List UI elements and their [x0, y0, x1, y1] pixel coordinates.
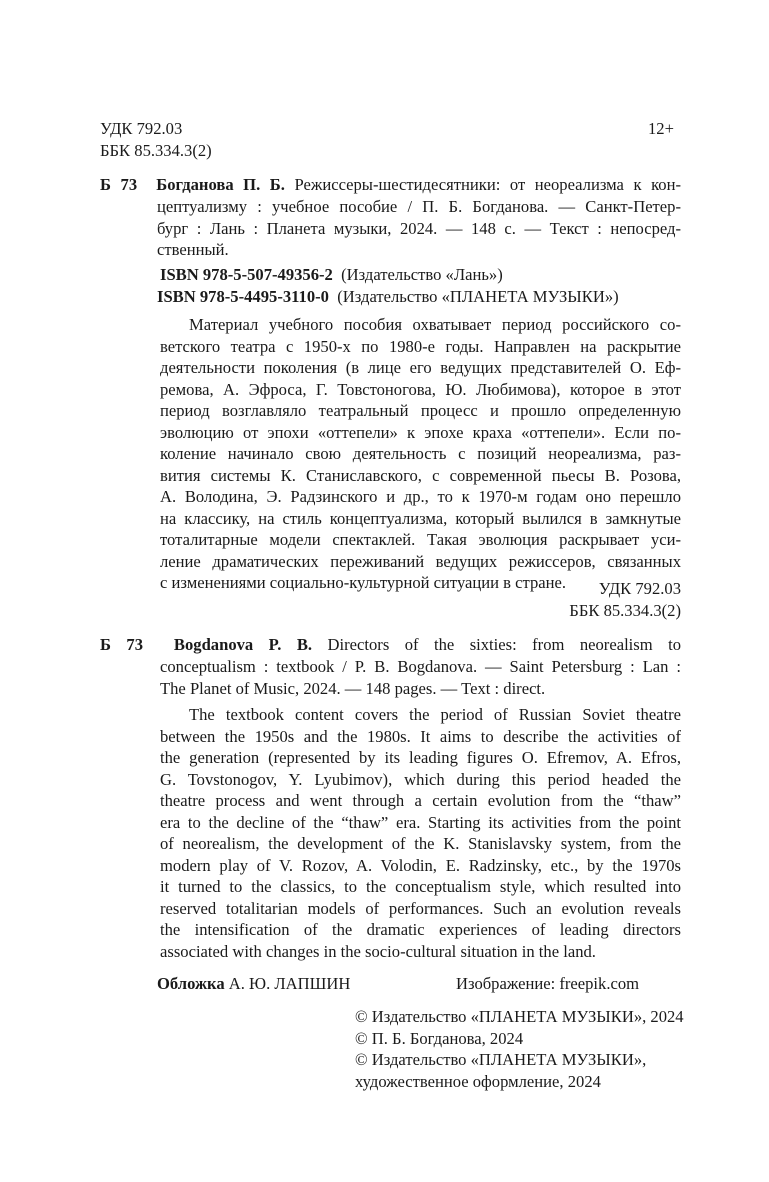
- ru-abstract-line: коление начинало свою деятельность с позиций неореализма, раз-: [160, 444, 681, 463]
- cover-credit: [157, 973, 350, 995]
- ru-abstract-line: Материал учебного пособия охватывает период российского со-: [189, 315, 681, 334]
- cover-credit-label: Обложка: [157, 974, 225, 993]
- ru-record-line-1: [100, 174, 681, 196]
- image-credit: Изображение: freepik.com: [456, 974, 640, 993]
- en-record-title: Directors of the sixties: from neorealism to: [327, 635, 681, 654]
- ru-abstract-line: период возглавляло театральный процесс и прошло определенную: [160, 401, 681, 420]
- ru-abstract-line: ление драматических переживаний ведущих режиссеров, связанных: [160, 551, 681, 571]
- en-abstract: [160, 704, 681, 962]
- copyright-block: [355, 1006, 684, 1092]
- ru-abstract-line: вития системы К. Станиславского, с современной пьесы В. Розова,: [160, 465, 681, 485]
- en-abstract-line: it turned to the classics, to the conceptualism style, which resulted into: [160, 877, 681, 896]
- isbn-1-publisher: (Издательство «Лань»): [341, 265, 503, 284]
- en-abstract-line: The textbook content covers the period of Russian Soviet theatre: [189, 705, 681, 724]
- ru-record-cont: [157, 196, 681, 261]
- isbn-1: [160, 264, 503, 286]
- ru-abstract-line: ремова, А. Эфроса, Г. Товстоногова, Ю. Любимова), которое в этот: [160, 379, 681, 399]
- en-record-code: Б 73: [100, 635, 144, 654]
- ru-record-line-4: ственный.: [157, 240, 229, 259]
- en-abstract-line: associated with changes in the socio-cultural situation in the land.: [160, 941, 596, 961]
- ru-abstract-line: деятельности поколения (в лице его ведущих представителей О. Еф-: [160, 358, 681, 377]
- en-abstract-line: reserved totalitarian models of performances. Such an evolution reveals: [160, 898, 681, 918]
- copyright-line: © Издательство «ПЛАНЕТА МУЗЫКИ»,: [355, 1050, 647, 1069]
- udk-code: УДК 792.03: [100, 119, 183, 138]
- ru-udk-right: УДК 792.03: [598, 579, 681, 598]
- en-abstract-line: G. Tovstonogov, Y. Lyubimov), which during this period headed the: [160, 769, 681, 789]
- en-abstract-line: the generation (represented by its leading figures O. Efremov, A. Efros,: [160, 748, 681, 767]
- en-abstract-line: theatre process and went through a certain evolution from the “thaw”: [160, 791, 681, 810]
- ru-record-code: Б 73: [100, 175, 138, 194]
- age-rating: 12+: [648, 119, 674, 138]
- en-record-cont: [160, 656, 681, 699]
- ru-record: [100, 174, 681, 196]
- header-udk: [100, 118, 182, 140]
- en-record-line-1: [100, 634, 681, 656]
- en-abstract-line: era to the decline of the “thaw” era. Starting its activities from the point: [160, 812, 681, 832]
- copyright-line: художественное оформление, 2024: [355, 1071, 601, 1091]
- copyright-line: © П. Б. Богданова, 2024: [355, 1028, 524, 1048]
- isbn-2-publisher: (Издательство «ПЛАНЕТА МУЗЫКИ»): [337, 287, 619, 306]
- ru-record-title: Режиссеры-шестидесятники: от неореализма к кон-: [294, 175, 681, 194]
- ru-abstract-line: эволюцию от эпохи «оттепели» к эпохе краха «оттепели». Если по-: [160, 422, 681, 442]
- isbn-2-number: ISBN 978-5-4495-3110-0: [157, 287, 329, 306]
- ru-abstract-line: А. Володина, Э. Радзинского и др., то к 1970-м годам оно перешло: [160, 487, 681, 506]
- isbn-1-number: ISBN 978-5-507-49356-2: [160, 265, 333, 284]
- en-abstract-line: modern play of V. Rozov, A. Volodin, E. Radzinsky, etc., by the 1970s: [160, 855, 681, 875]
- ru-bbk-right: ББК 85.334.3(2): [569, 601, 681, 620]
- cover-credit-name: А. Ю. ЛАПШИН: [228, 974, 351, 993]
- copyright-line: © Издательство «ПЛАНЕТА МУЗЫКИ», 2024: [355, 1007, 684, 1026]
- ru-abstract-line: тоталитарные модели спектаклей. Такая эволюция раскрывает уси-: [160, 530, 681, 549]
- en-abstract-line: of neorealism, the development of the K. Stanislavsky system, from the: [160, 834, 681, 853]
- ru-abstract: [160, 314, 681, 594]
- ru-abstract-line: с изменениями социально-культурной ситуации в стране.: [160, 573, 567, 592]
- en-record-line-3: The Planet of Music, 2024. — 148 pages. — Text : direct.: [160, 678, 546, 698]
- ru-record-line-3: бург : Лань : Планета музыки, 2024. — 148 с. — Текст : непосред-: [157, 218, 681, 238]
- en-abstract-line: the intensification of the dramatic experiences of leading directors: [160, 920, 681, 939]
- ru-record-line-2: цептуализму : учебное пособие / П. Б. Богданова. — Санкт-Петер-: [157, 197, 681, 216]
- bbk-code: ББК 85.334.3(2): [100, 141, 212, 160]
- ru-abstract-line: на классику, на стиль концептуализма, который вылился в замкнутые: [160, 508, 681, 528]
- en-record-line-2: conceptualism : textbook / P. B. Bogdanova. — Saint Petersburg : Lan :: [160, 657, 681, 676]
- header-bbk: [100, 140, 212, 162]
- isbn-2: [157, 286, 619, 308]
- en-record: [100, 634, 681, 656]
- ru-abstract-line: ветского театра с 1950-х по 1980-е годы. Направлен на раскрытие: [160, 336, 681, 356]
- en-abstract-line: between the 1950s and the 1980s. It aims to describe the activities of: [160, 726, 681, 746]
- en-record-author: Bogdanova P. B.: [173, 635, 313, 654]
- ru-record-author: Богданова П. Б.: [156, 175, 285, 194]
